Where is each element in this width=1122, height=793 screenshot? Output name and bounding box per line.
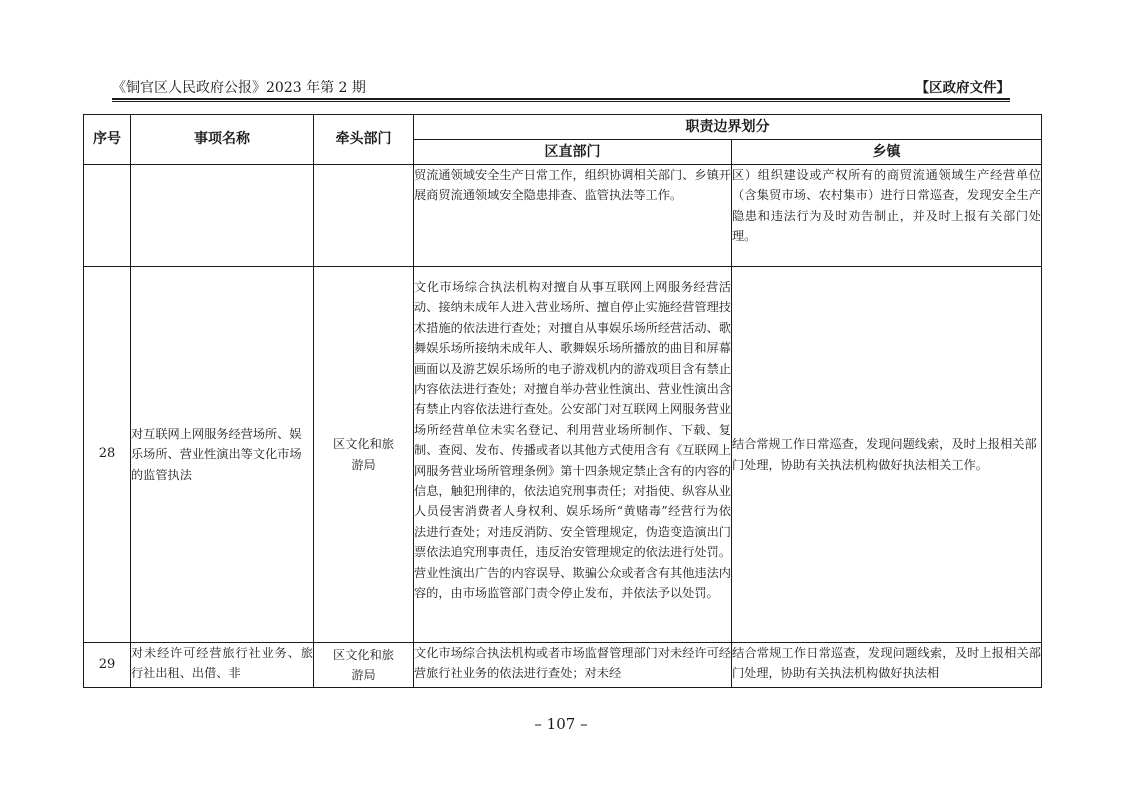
row-item-name: 对互联网上网服务经营场所、娱乐场所、营业性演出等文化市场的监管执法 bbox=[131, 267, 314, 643]
table-row bbox=[84, 267, 1042, 643]
row-seq: 29 bbox=[84, 643, 131, 688]
header-lead-dept: 牵头部门 bbox=[314, 115, 414, 165]
table-row bbox=[84, 165, 1042, 267]
row-township-duty: 区）组织建设或产权所有的商贸流通领域生产经营单位（含集贸市场、农村集市）进行日常巡查，发现安全生产隐患和违法行为及时劝告制止，并及时上报有关部门处理。 bbox=[732, 165, 1042, 267]
row-item-name: 对未经许可经营旅行社业务、旅行社出租、出借、非 bbox=[131, 643, 314, 688]
header-rule bbox=[112, 98, 1010, 100]
table-row bbox=[84, 643, 1042, 688]
row-district-duty: 文化市场综合执法机构或者市场监督管理部门对未经许可经营旅行社业务的依法进行查处；对未经 bbox=[414, 643, 732, 688]
header-rule-thin bbox=[112, 101, 1010, 102]
header-township: 乡镇 bbox=[732, 140, 1042, 165]
row-lead-dept: 区文化和旅游局 bbox=[314, 643, 414, 688]
row-district-duty: 文化市场综合执法机构对擅自从事互联网上网服务经营活动、接纳未成年人进入营业场所、擅自停止实施经营管理技术措施的依法进行查处；对擅自从事娱乐场所经营活动、歌舞娱乐场所接纳未成年人、歌舞娱乐场所播放的曲目和屏幕画面以及游艺娱乐场所的电子游戏机内的游戏项目含有禁止内容依法进行查处；对擅自举办营业性演出、营业性演出含有禁止内容依法进行查处。公安部门对互联网上网服务营业场所经营单位未实名登记、利用营业场所制作、下载、复制、查阅、发布、传播或者以其他方式使用含有《互联网上网服务营业场所管理条例》第十四条规定禁止含有的内容的信息，触犯刑律的，依法追究刑事责任；对指使、纵容从业人员侵害消费者人身权利、娱乐场所“黄赌毒”经营行为依法进行查处；对违反消防、安全管理规定，伪造变造演出门票依法追究刑事责任，违反治安管理规定的依法进行处罚。营业性演出广告的内容误导、欺骗公众或者含有其他违法内容的，由市场监管部门责令停止发布，并依法予以处罚。 bbox=[414, 267, 732, 643]
row-township-duty: 结合常规工作日常巡查，发现问题线索，及时上报相关部门处理，协助有关执法机构做好执法相 bbox=[732, 643, 1042, 688]
row-lead-dept: 区文化和旅游局 bbox=[314, 267, 414, 643]
page-header bbox=[112, 78, 1010, 98]
page-number: – 107 – bbox=[534, 715, 588, 733]
gazette-title: 《铜官区人民政府公报》2023 年第 2 期 bbox=[112, 80, 366, 96]
row-item-name bbox=[131, 165, 314, 267]
section-label: 【区政府文件】 bbox=[915, 80, 1010, 96]
header-district-dept: 区直部门 bbox=[414, 140, 732, 165]
header-seq: 序号 bbox=[84, 115, 131, 165]
row-township-duty: 结合常规工作日常巡查，发现问题线索，及时上报相关部门处理，协助有关执法机构做好执法相关工作。 bbox=[732, 267, 1042, 643]
row-district-duty: 贸流通领域安全生产日常工作，组织协调相关部门、乡镇开展商贸流通领域安全隐患排查、监管执法等工作。 bbox=[414, 165, 732, 267]
row-seq: 28 bbox=[84, 267, 131, 643]
row-lead-dept bbox=[314, 165, 414, 267]
responsibility-table bbox=[83, 114, 1042, 688]
header-item-name: 事项名称 bbox=[131, 115, 314, 165]
row-seq bbox=[84, 165, 131, 267]
header-responsibility: 职责边界划分 bbox=[414, 115, 1042, 140]
